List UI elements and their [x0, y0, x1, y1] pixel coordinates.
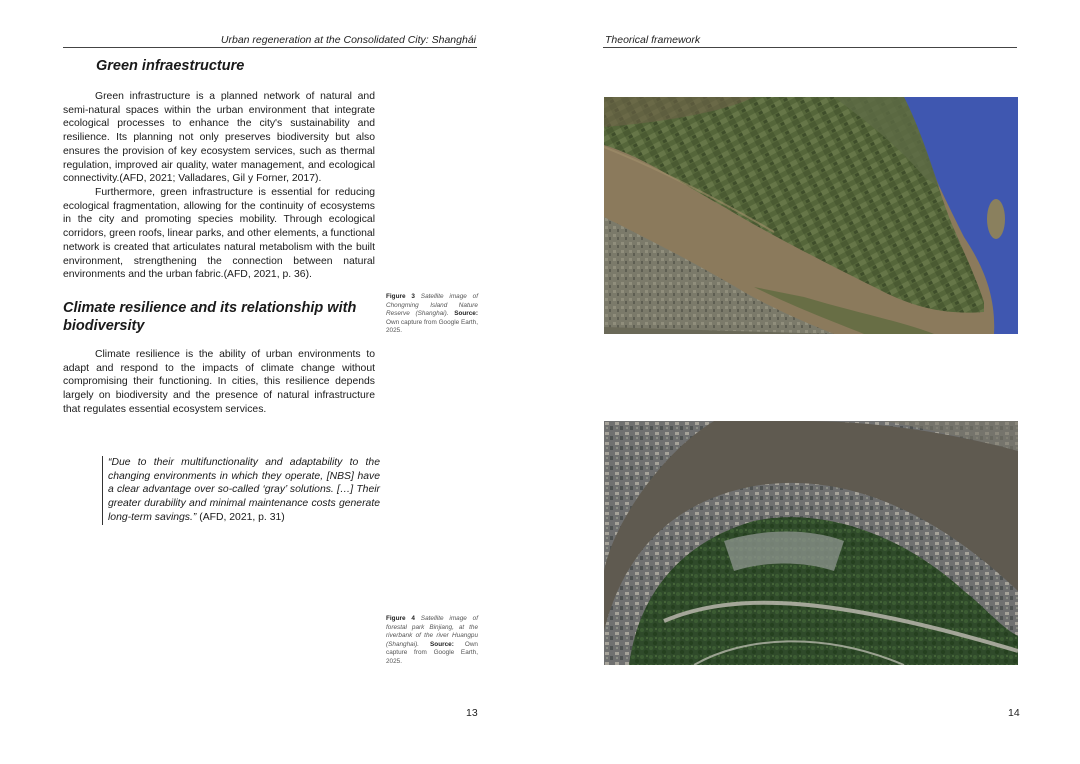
figure4-label: Figure 4 — [386, 615, 415, 622]
quote-citation: (AFD, 2021, p. 31) — [196, 511, 285, 523]
figure4-title: Satellite image of forestal park Binjiang, at the riverbank of the river Huangpu (Shanghai). — [386, 615, 478, 648]
quote-text: “Due to their multifunctionality and adaptability to the changing environments in which they operate, [NBS] have a clear advantage over so-called ‘gray’ solutions. […] Their greater durability and minimal maintenance costs generate long-term savings.” — [108, 457, 380, 523]
page-number-right: 14 — [1008, 707, 1020, 719]
paragraph-green-infrastructure-1: Green infrastructure is a planned network of natural and semi-natural spaces within the urban environment that integrate ecological processes to enhance the city's sustainability and resilience. Its planning not only preserves biodiversity but also ensures the provision of key ecosystem services, such as thermal regulation, improved air quality, water management, and ecological connectivity.(AFD, 2021; Valladares, Gil y Forner, 2017). — [63, 91, 375, 185]
figure4-source-text: Own capture from Google Earth, 2025. — [386, 640, 478, 665]
sandbar-islet — [987, 199, 1005, 239]
section-title-climate-resilience: Climate resilience and its relationship with biodiversity — [63, 300, 357, 334]
header-rule-left — [63, 47, 477, 48]
figure3-label: Figure 3 — [386, 293, 415, 300]
header-rule-right — [603, 47, 1017, 48]
running-header-right: Theorical framework — [605, 34, 701, 46]
block-quote — [102, 456, 380, 525]
figure4-caption — [386, 615, 478, 667]
figure4-satellite-image-binjiang — [604, 421, 1018, 665]
figure3-source-label: Source: — [448, 310, 478, 318]
page-number-left: 13 — [466, 707, 478, 719]
paragraph-climate-resilience: Climate resilience is the ability of urban environments to adapt and respond to the impacts of climate change without compromising their functioning. In cities, this resilience depends largely on biodiversity and the presence of natural infrastructure that regulates essential ecosystem services. — [63, 349, 375, 415]
paragraph-green-infrastructure-2: Furthermore, green infrastructure is essential for reducing ecological fragmentation, allowing for the continuity of ecosystems in the city and promoting species mobility. Through ecological corridors, green roofs, linear parks, and other elements, a functional network is created that articulates natural metabolism with the built environment, strengthening the connection between natural environments and the urban fabric.(AFD, 2021, p. 36). — [63, 187, 375, 281]
figure3-caption — [386, 293, 478, 336]
figure3-satellite-image-chongming — [604, 97, 1018, 334]
figure4-source-label: Source: — [419, 640, 454, 648]
figure3-source-text: Own capture from Google Earth, 2025. — [386, 318, 478, 335]
running-header-left: Urban regeneration at the Consolidated City: Shanghái — [220, 34, 476, 46]
section-title-green-infrastructure: Green infraestructure — [96, 58, 245, 74]
figure3-title: Satellite image of Chongming Island Nature Reserve (Shanghai). — [386, 293, 478, 318]
